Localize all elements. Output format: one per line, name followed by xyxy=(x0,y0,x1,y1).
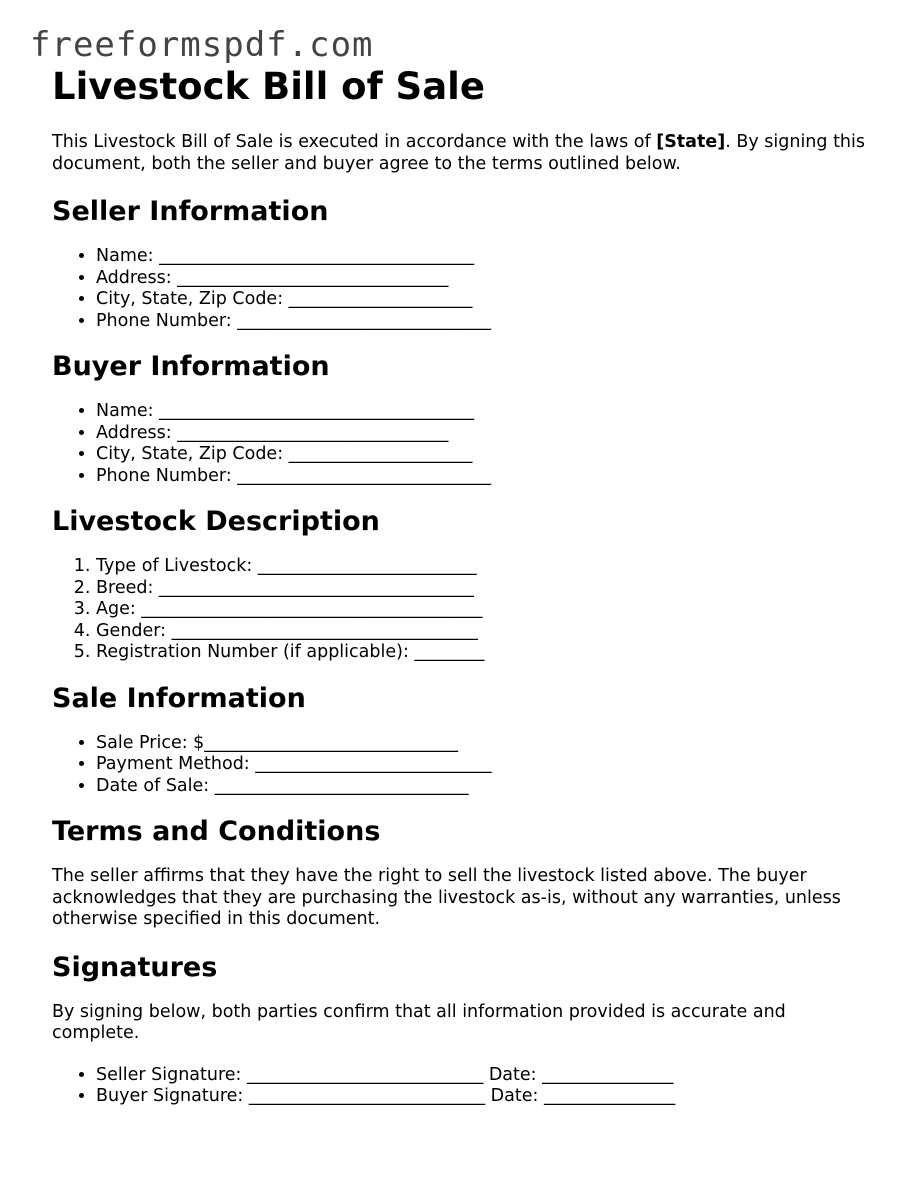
seller-name-field: • Name: ____________________________________ xyxy=(96,246,872,268)
seller-field-list xyxy=(52,246,872,332)
livestock-registration-field: 5. Registration Number (if applicable): ________ xyxy=(96,642,872,664)
buyer-heading: Buyer Information xyxy=(52,351,330,382)
buyer-section xyxy=(52,350,872,487)
intro-text-before: This Livestock Bill of Sale is executed in accordance with the laws of xyxy=(52,132,657,152)
livestock-gender-field: 4. Gender: ___________________________________ xyxy=(96,621,872,643)
document-page xyxy=(52,64,872,1108)
livestock-age-field: 3. Age: _______________________________________ xyxy=(96,599,872,621)
watermark-logo: freeformspdf.com xyxy=(30,25,374,65)
seller-section xyxy=(52,195,872,332)
signatures-paragraph: By signing below, both parties confirm that all information provided is accurate and complete. xyxy=(52,1001,786,1043)
signatures-section xyxy=(52,951,872,1108)
sale-price-field: • Sale Price: $_____________________________ xyxy=(96,733,872,755)
buyer-address-field: • Address: _______________________________ xyxy=(96,423,872,445)
terms-section xyxy=(52,815,872,931)
terms-heading: Terms and Conditions xyxy=(52,816,381,847)
buyer-name-field: • Name: ____________________________________ xyxy=(96,401,872,423)
sale-heading: Sale Information xyxy=(52,682,306,714)
document-title: Livestock Bill of Sale xyxy=(52,65,485,108)
intro-text-after: . By signing this document, both the seller and buyer agree to the terms outlined below. xyxy=(52,132,866,174)
livestock-breed-field: 2. Breed: ____________________________________ xyxy=(96,578,872,600)
payment-method-field: • Payment Method: ___________________________ xyxy=(96,754,872,776)
buyer-signature-field: • Buyer Signature: ___________________________ Date: _______________ xyxy=(96,1086,872,1108)
state-placeholder: [State] xyxy=(656,132,726,152)
livestock-heading: Livestock Description xyxy=(52,506,380,537)
seller-phone-field: • Phone Number: _____________________________ xyxy=(96,311,872,333)
buyer-field-list xyxy=(52,401,872,487)
seller-heading: Seller Information xyxy=(52,196,329,227)
signature-field-list xyxy=(52,1065,872,1108)
buyer-phone-field: • Phone Number: _____________________________ xyxy=(96,466,872,488)
terms-paragraph: The seller affirms that they have the right to sell the livestock listed above. The buyer acknowledges that they are purchasing the livestock as-is, without any warranties, unless otherwise specified in this document. xyxy=(52,866,841,929)
livestock-section xyxy=(52,505,872,664)
seller-address-field: • Address: _______________________________ xyxy=(96,268,872,290)
livestock-type-field: 1. Type of Livestock: _________________________ xyxy=(96,556,872,578)
intro-paragraph xyxy=(52,132,872,175)
sale-field-list xyxy=(52,733,872,798)
seller-signature-field: • Seller Signature: ___________________________ Date: _______________ xyxy=(96,1065,872,1087)
livestock-field-list xyxy=(52,556,872,664)
sale-section xyxy=(52,682,872,798)
sale-date-field: • Date of Sale: _____________________________ xyxy=(96,776,872,798)
buyer-city-state-zip-field: • City, State, Zip Code: _____________________ xyxy=(96,444,872,466)
signatures-heading: Signatures xyxy=(52,951,218,983)
seller-city-state-zip-field: • City, State, Zip Code: _____________________ xyxy=(96,289,872,311)
